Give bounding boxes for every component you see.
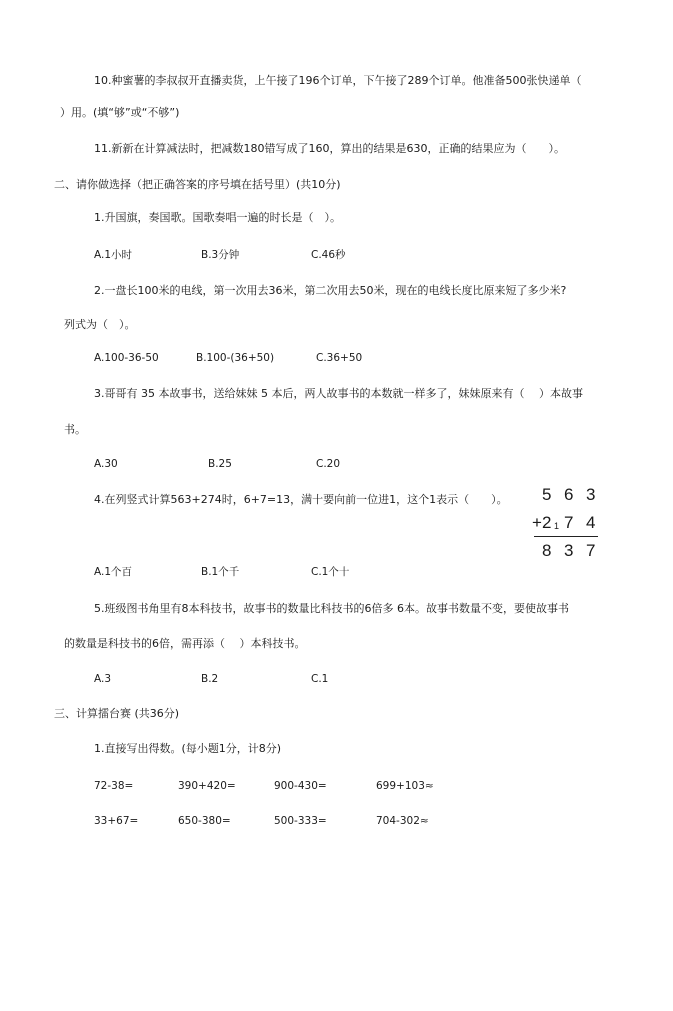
calc-item: 72-38=: [94, 780, 134, 792]
s2-q1-option-a: A.1小时: [94, 249, 133, 261]
s2-q5-line2: 的数量是科技书的6倍，需再添（ ）本科技书。: [64, 637, 306, 650]
calc-carry: 1: [554, 521, 560, 531]
calc-res-ones: 7: [586, 541, 596, 560]
s2-q3-option-b: B.25: [208, 458, 232, 470]
section2-heading: 二、请你做选择（把正确答案的序号填在括号里）(共10分): [54, 178, 341, 191]
s2-q5-option-b: B.2: [201, 673, 219, 685]
s2-q1-option-b: B.3分钟: [201, 249, 240, 261]
calc-res-hundreds: 8: [542, 541, 552, 560]
calc-item: 500-333=: [274, 815, 327, 827]
s2-q2-option-b: B.100-(36+50): [196, 352, 275, 364]
calc-top-hundreds: 5: [542, 485, 552, 504]
calc-item: 704-302≈: [376, 815, 429, 827]
calc-top-ones: 3: [586, 485, 596, 504]
s2-q4-text: 4.在列竖式计算563+274时，6+7=13，满十要向前一位进1，这个1表示（ ）。: [94, 493, 508, 506]
s2-q2-option-c: C.36+50: [316, 352, 363, 364]
s2-q5-line1: 5.班级图书角里有8本科技书，故事书的数量比科技书的6倍多 6本。故事书数量不变，要使故事书: [94, 602, 569, 615]
q11-text: 11.新新在计算减法时，把减数180错写成了160，算出的结果是630，正确的结果应为（ ）。: [94, 142, 565, 155]
s2-q3-option-c: C.20: [316, 458, 341, 470]
s2-q4-option-b: B.1个千: [201, 566, 240, 578]
s2-q4-option-a: A.1个百: [94, 566, 133, 578]
calc-res-tens: 3: [564, 541, 574, 560]
s2-q5-option-a: A.3: [94, 673, 112, 685]
calc-mid-hundreds: 2: [542, 513, 552, 532]
s2-q2-option-a: A.100-36-50: [94, 352, 159, 364]
q10-line1: 10.种蜜薯的李叔叔开直播卖货，上午接了196个订单，下午接了289个订单。他准备500张快递单（: [94, 74, 582, 87]
calc-item: 900-430=: [274, 780, 327, 792]
s2-q4-option-c: C.1个十: [311, 566, 350, 578]
s2-q3-option-a: A.30: [94, 458, 118, 470]
s2-q3-line1: 3.哥哥有 35 本故事书，送给妹妹 5 本后，两人故事书的本数就一样多了，妹妹原来有（ ）本故事: [94, 387, 583, 400]
calc-item: 699+103≈: [376, 780, 434, 792]
s2-q1-text: 1.升国旗，奏国歌。国歌奏唱一遍的时长是（ ）。: [94, 211, 341, 224]
calc-sum-line: [534, 536, 598, 537]
s2-q3-line2: 书。: [64, 423, 86, 436]
q10-line2: ）用。(填“够”或“不够”): [60, 106, 180, 119]
vertical-calculation: [532, 485, 602, 565]
calc-item: 33+67=: [94, 815, 139, 827]
calc-item: 390+420=: [178, 780, 236, 792]
calc-mid-tens: 7: [564, 513, 574, 532]
s2-q5-option-c: C.1: [311, 673, 329, 685]
calc-plus-sign: +: [532, 513, 542, 532]
calc-top-tens: 6: [564, 485, 574, 504]
calc-mid-ones: 4: [586, 513, 596, 532]
s3-q1-text: 1.直接写出得数。(每小题1分，计8分): [94, 742, 282, 755]
section3-heading: 三、计算擂台赛 (共36分): [54, 707, 180, 720]
s2-q2-line1: 2.一盘长100米的电线，第一次用去36米，第二次用去50米，现在的电线长度比原来短了多少米?: [94, 284, 567, 297]
s2-q2-line2: 列式为（ ）。: [64, 318, 136, 331]
calc-item: 650-380=: [178, 815, 231, 827]
s2-q1-option-c: C.46秒: [311, 249, 346, 261]
